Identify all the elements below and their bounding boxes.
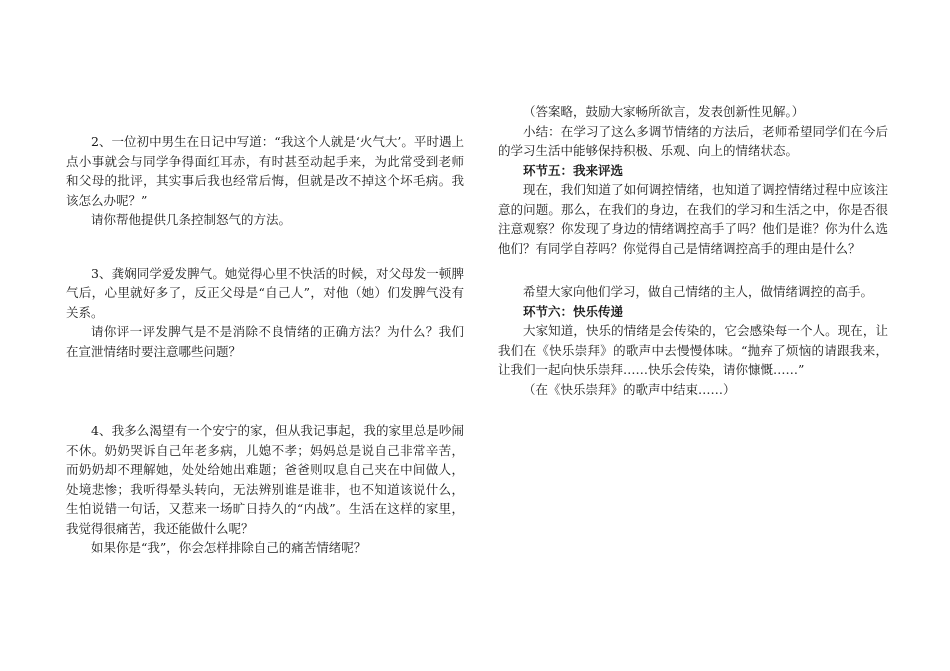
question-2-text: 2、一位初中男生在日记中写道：“我这个人就是‘火气大’。平时遇上点小事就会与同学争得面红耳赤，有时甚至动起手来，为此常受到老师和父母的批评，其实事后我也经常后悔，但就是改不掉这个坏毛病。我该怎么办呢？” <box>66 134 464 208</box>
answer-note: （答案略，鼓励大家畅所欲言，发表创新性见解。） <box>523 104 805 119</box>
question-2-prompt: 请你帮他提供几条控制怒气的方法。 <box>91 212 292 227</box>
right-column <box>498 102 888 399</box>
section-6-title: 环节六：快乐传递 <box>523 303 624 319</box>
question-4-prompt: 如果你是“我”，你会怎样排除自己的痛苦情绪呢？ <box>91 540 367 555</box>
section-5-body: 现在，我们知道了如何调控情绪，也知道了调控情绪过程中应该注意的问题。那么，在我们的身边，在我们的学习和生活之中，你是否很注意观察？你发现了身边的情绪调控高手了吗？他们是谁？你为什么选他们？有同学自荐吗？你觉得自己是情绪调控高手的理由是什么？ <box>498 182 888 256</box>
question-3-text: 3、龚娴同学爱发脾气。她觉得心里不快活的时候，对父母发一顿脾气后，心里就好多了，反正父母是“自己人”，对他（她）们发脾气没有关系。 <box>66 265 464 320</box>
left-column <box>66 132 464 558</box>
section-5-title: 环节五：我来评选 <box>523 162 624 178</box>
section-6-body: 大家知道，快乐的情绪是会传染的，它会感染每一个人。现在，让我们在《快乐崇拜》的歌声中去慢慢体味。“抛弃了烦恼的请跟我来，让我们一起向快乐崇拜……快乐会传染，请你慷慨……” <box>498 323 888 377</box>
section-5-closing: 希望大家向他们学习，做自己情绪的主人，做情绪调控的高手。 <box>523 284 874 299</box>
question-4-text: 4、我多么渴望有一个安宁的家，但从我记事起，我的家里总是吵闹不休。奶奶哭诉自己年老多病，儿媳不孝；妈妈总是说自己非常辛苦，而奶奶却不理解她，处处给她出难题；爸爸则叹息自己夹在中间做人，处境悲惨；我听得晕头转向，无法辨别谁是谁非，也不知道该说什么，生怕说错一句话，又惹来一场旷日持久的“内战”。生活在这样的家里，我觉得很痛苦，我还能做什么呢？ <box>66 423 464 536</box>
summary: 小结：在学习了这么多调节情绪的方法后，老师希望同学们在今后的学习生活中能够保持积极、乐观、向上的情绪状态。 <box>498 123 888 158</box>
question-3-prompt: 请你评一评发脾气是不是消除不良情绪的正确方法？为什么？我们在宣泄情绪时要注意哪些问题？ <box>66 324 464 359</box>
section-6-ending: （在《快乐崇拜》的歌声中结束……） <box>523 381 736 397</box>
